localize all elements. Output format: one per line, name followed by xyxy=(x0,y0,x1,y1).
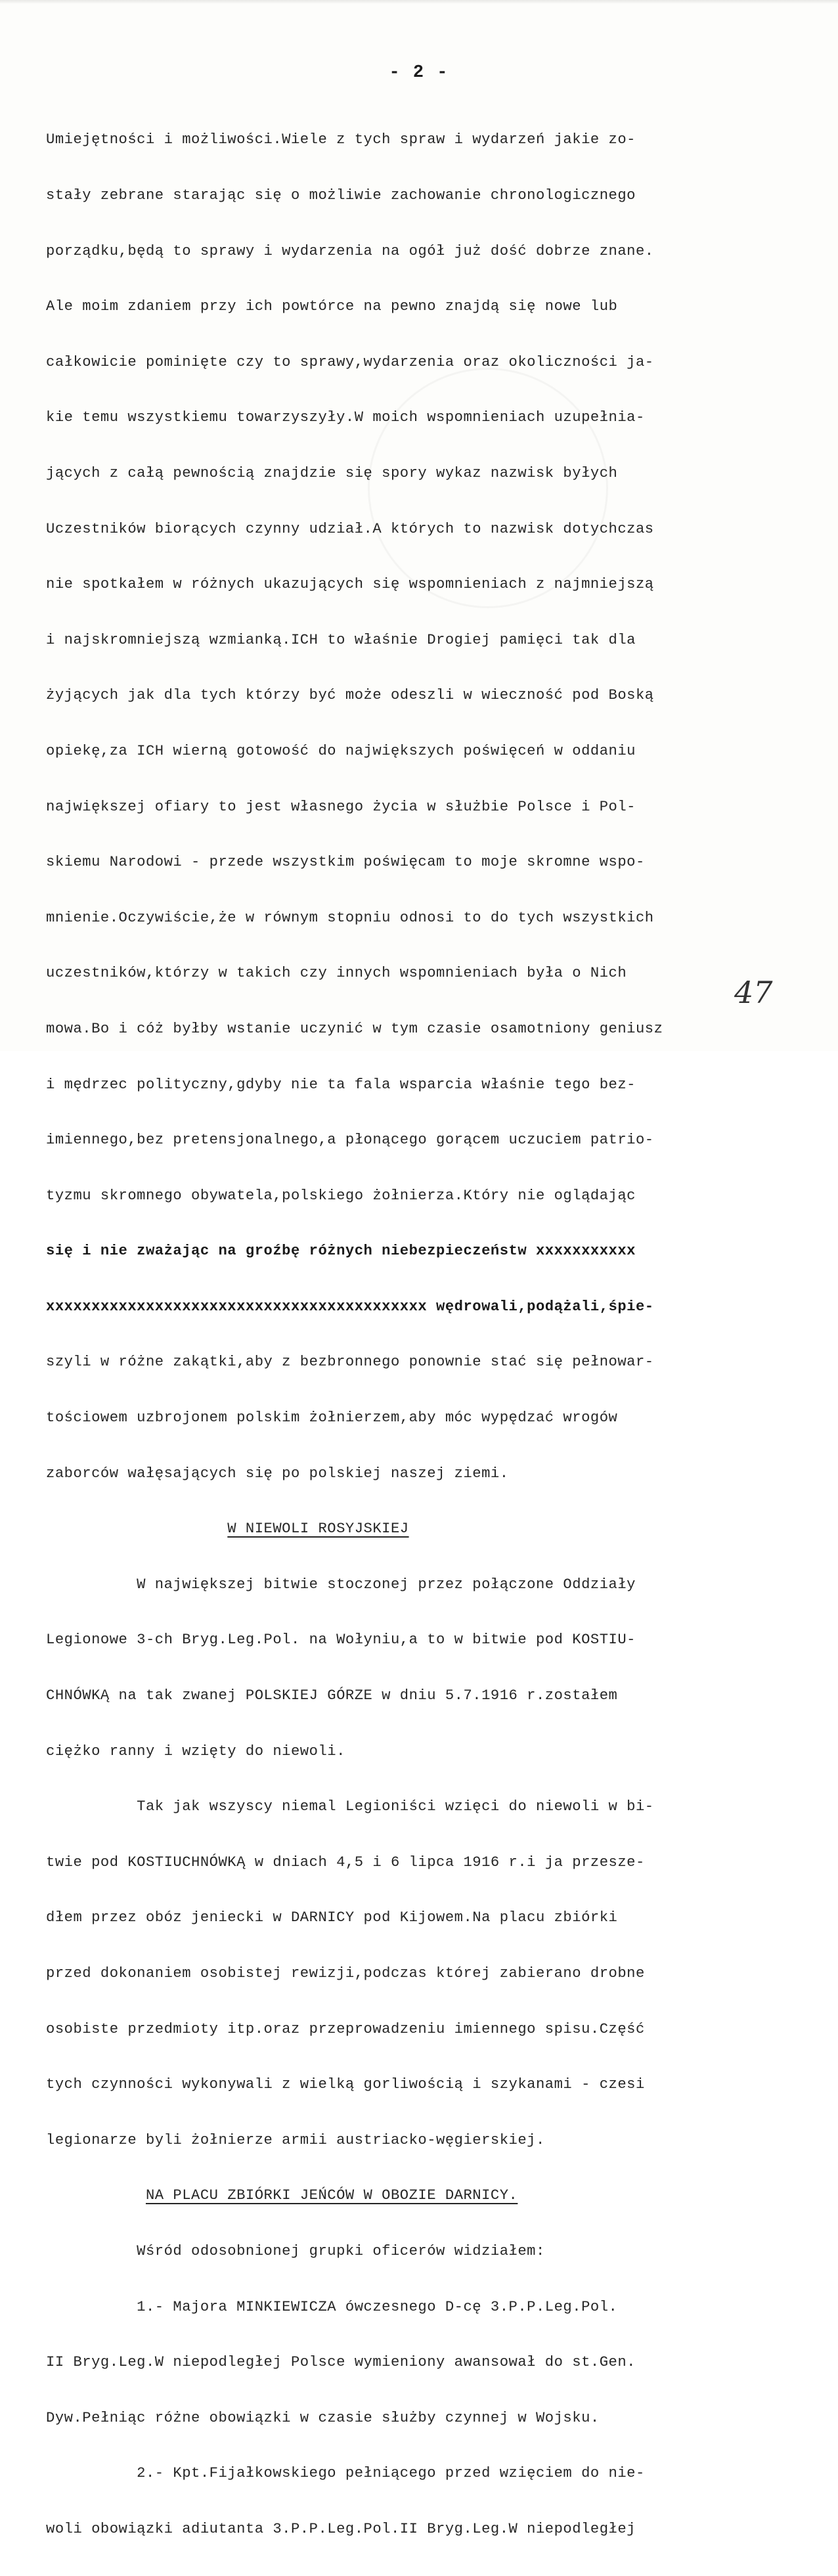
text-line: żyjących jak dla tych którzy być może odeszli w wieczność pod Boską xyxy=(46,687,654,704)
text-line: twie pod KOSTIUCHNÓWKĄ w dniach 4,5 i 6 lipca 1916 r.i ja przesze- xyxy=(46,1854,645,1871)
text-line: Umiejętności i możliwości.Wiele z tych spraw i wydarzeń jakie zo- xyxy=(46,131,636,148)
text-line: tościowem uzbrojonem polskim żołnierzem,aby móc wypędzać wrogów xyxy=(46,1410,618,1427)
section-heading-line xyxy=(46,2187,795,2205)
text-line-struck: xxxxxxxxxxxxxxxxxxxxxxxxxxxxxxxxxxxxxxxxxx wędrowali,podążali,śpie- xyxy=(46,1298,654,1315)
section-heading: NA PLACU ZBIÓRKI JEŃCÓW W OBOZIE DARNICY. xyxy=(145,2187,518,2204)
text-line: Tak jak wszyscy niemal Legioniści wzięci do niewoli w bi- xyxy=(46,1798,654,1815)
text-line: tych czynności wykonywali z wielką gorliwością i szykanami - czesi xyxy=(46,2076,645,2093)
text-line: imiennego,bez pretensjonalnego,a płonącego gorącem uczuciem patrio- xyxy=(46,1132,654,1149)
text-line: stały zebrane starając się o możliwie zachowanie chronologicznego xyxy=(46,187,636,204)
paper-edge xyxy=(0,0,838,4)
text-line: mowa.Bo i cóż byłby wstanie uczynić w tym czasie osamotniony geniusz xyxy=(46,1020,663,1037)
text-line: i mędrzec polityczny,gdyby nie ta fala wsparcia właśnie tego bez- xyxy=(46,1076,636,1093)
text-line: Wśród odosobnionej grupki oficerów widziałem: xyxy=(46,2242,545,2259)
text-line: kie temu wszystkiemu towarzyszyły.W moich wspomnieniach uzupełnia- xyxy=(46,409,645,426)
text-line: II Bryg.Leg.W niepodległej Polsce wymieniony awansował do st.Gen. xyxy=(46,2354,636,2371)
text-line: Legionowe 3-ch Bryg.Leg.Pol. na Wołyniu,a to w bitwie pod KOSTIU- xyxy=(46,1632,636,1649)
text-line: porządku,będą to sprawy i wydarzenia na ogół już dość dobrze znane. xyxy=(46,242,654,259)
typed-text-body xyxy=(46,94,795,2576)
text-line: CHNÓWKĄ na tak zwanej POLSKIEJ GÓRZE w dniu 5.7.1916 r.zostałem xyxy=(46,1687,618,1704)
handwritten-page-number: 47 xyxy=(734,975,773,1010)
text-line: Ale moim zdaniem przy ich powtórce na pewno znajdą się nowe lub xyxy=(46,298,618,315)
text-line: 1.- Majora MINKIEWICZA ówczesnego D-cę 3.P.P.Leg.Pol. xyxy=(46,2298,618,2315)
text-line: osobiste przedmioty itp.oraz przeprowadzeniu imiennego spisu.Część xyxy=(46,2020,645,2037)
text-line: nie spotkałem w różnych ukazujących się wspomnieniach z najmniejszą xyxy=(46,576,654,593)
text-line: zaborców wałęsających się po polskiej naszej ziemi. xyxy=(46,1465,509,1482)
text-line: skiemu Narodowi - przede wszystkim poświęcam to moje skromne wspo- xyxy=(46,854,645,871)
text-line: przed dokonaniem osobistej rewizji,podczas której zabierano drobne xyxy=(46,1965,645,1982)
text-line: opiekę,za ICH wierną gotowość do największych poświęceń w oddaniu xyxy=(46,742,636,759)
text-line-struck: się i nie zważając na groźbę różnych niebezpieczeństw xxxxxxxxxxx xyxy=(46,1243,636,1260)
section-heading: W NIEWOLI ROSYJSKIEJ xyxy=(227,1521,409,1538)
text-line: szyli w różne zakątki,aby z bezbronnego ponownie stać się pełnowar- xyxy=(46,1354,654,1371)
text-line: mnienie.Oczywiście,że w równym stopniu odnosi to do tych wszystkich xyxy=(46,909,654,926)
text-line: jących z całą pewnością znajdzie się spory wykaz nazwisk byłych xyxy=(46,464,618,481)
text-line: Dyw.Pełniąc różne obowiązki w czasie służby czynnej w Wojsku. xyxy=(46,2409,600,2426)
section-heading-line xyxy=(46,1520,795,1538)
text-line: woli obowiązki adiutanta 3.P.P.Leg.Pol.II Bryg.Leg.W niepodległej xyxy=(46,2520,636,2537)
text-line: największej ofiary to jest własnego życia w służbie Polsce i Pol- xyxy=(46,798,636,815)
text-line: 2.- Kpt.Fijałkowskiego pełniącego przed wzięciem do nie- xyxy=(46,2465,645,2482)
page-number: - 2 - xyxy=(389,63,449,83)
text-line: dłem przez obóz jeniecki w DARNICY pod Kijowem.Na placu zbiórki xyxy=(46,1909,618,1926)
text-line: tyzmu skromnego obywatela,polskiego żołnierza.Który nie oglądając xyxy=(46,1187,636,1204)
text-line: całkowicie pominięte czy to sprawy,wydarzenia oraz okoliczności ja- xyxy=(46,353,654,370)
text-line: legionarze byli żołnierze armii austriacko-węgierskiej. xyxy=(46,2131,545,2148)
text-line: ciężko ranny i wzięty do niewoli. xyxy=(46,1743,345,1760)
text-line: Uczestników biorących czynny udział.A których to nazwisk dotychczas xyxy=(46,520,654,537)
text-line: i najskromniejszą wzmianką.ICH to właśnie Drogiej pamięci tak dla xyxy=(46,631,636,648)
text-line: W największej bitwie stoczonej przez połączone Oddziały xyxy=(46,1576,636,1593)
text-line: uczestników,którzy w takich czy innych wspomnieniach była o Nich xyxy=(46,965,627,982)
